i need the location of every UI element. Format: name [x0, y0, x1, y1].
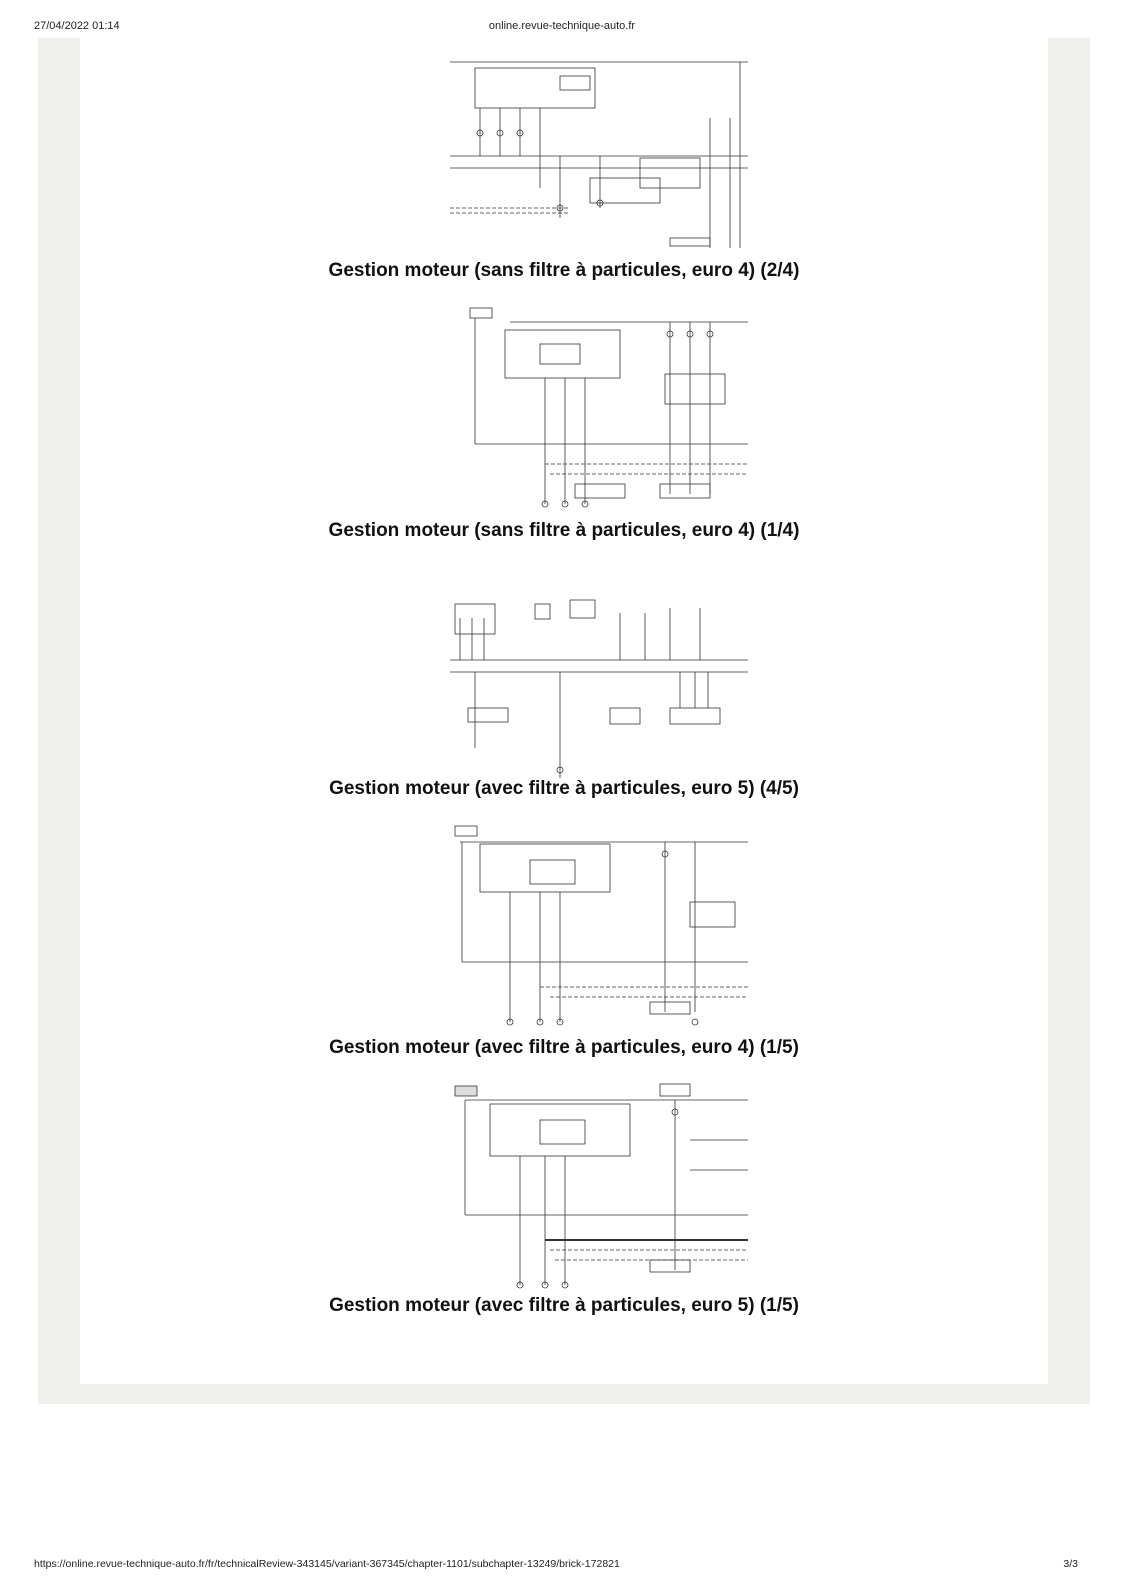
figure-caption: Gestion moteur (sans filtre à particules, euro 4) (2/4)	[328, 260, 800, 281]
print-url: https://online.revue-technique-auto.fr/fr/technicalReview-343145/variant-367345/chapter-1101/subchapter-13249/brick-172821	[34, 1558, 620, 1570]
page-frame	[38, 38, 1090, 1404]
wiring-diagram-1[interactable]	[450, 58, 748, 258]
wiring-diagram-3[interactable]	[450, 578, 748, 778]
figure-caption: Gestion moteur (avec filtre à particules, euro 5) (4/5)	[329, 778, 799, 799]
figure-caption: Gestion moteur (avec filtre à particules, euro 4) (1/5)	[329, 1037, 799, 1058]
figure-caption: Gestion moteur (sans filtre à particules, euro 4) (1/4)	[328, 520, 800, 541]
print-datetime: 27/04/2022 01:14	[34, 20, 120, 32]
wiring-diagram-5[interactable]	[450, 1080, 748, 1290]
print-site-name: online.revue-technique-auto.fr	[488, 20, 636, 32]
wiring-diagram-4[interactable]	[450, 822, 748, 1032]
content-card	[80, 38, 1048, 1384]
figure-caption: Gestion moteur (avec filtre à particules, euro 5) (1/5)	[329, 1295, 799, 1316]
wiring-diagram-2[interactable]	[450, 304, 748, 516]
page-number: 3/3	[1063, 1558, 1078, 1570]
